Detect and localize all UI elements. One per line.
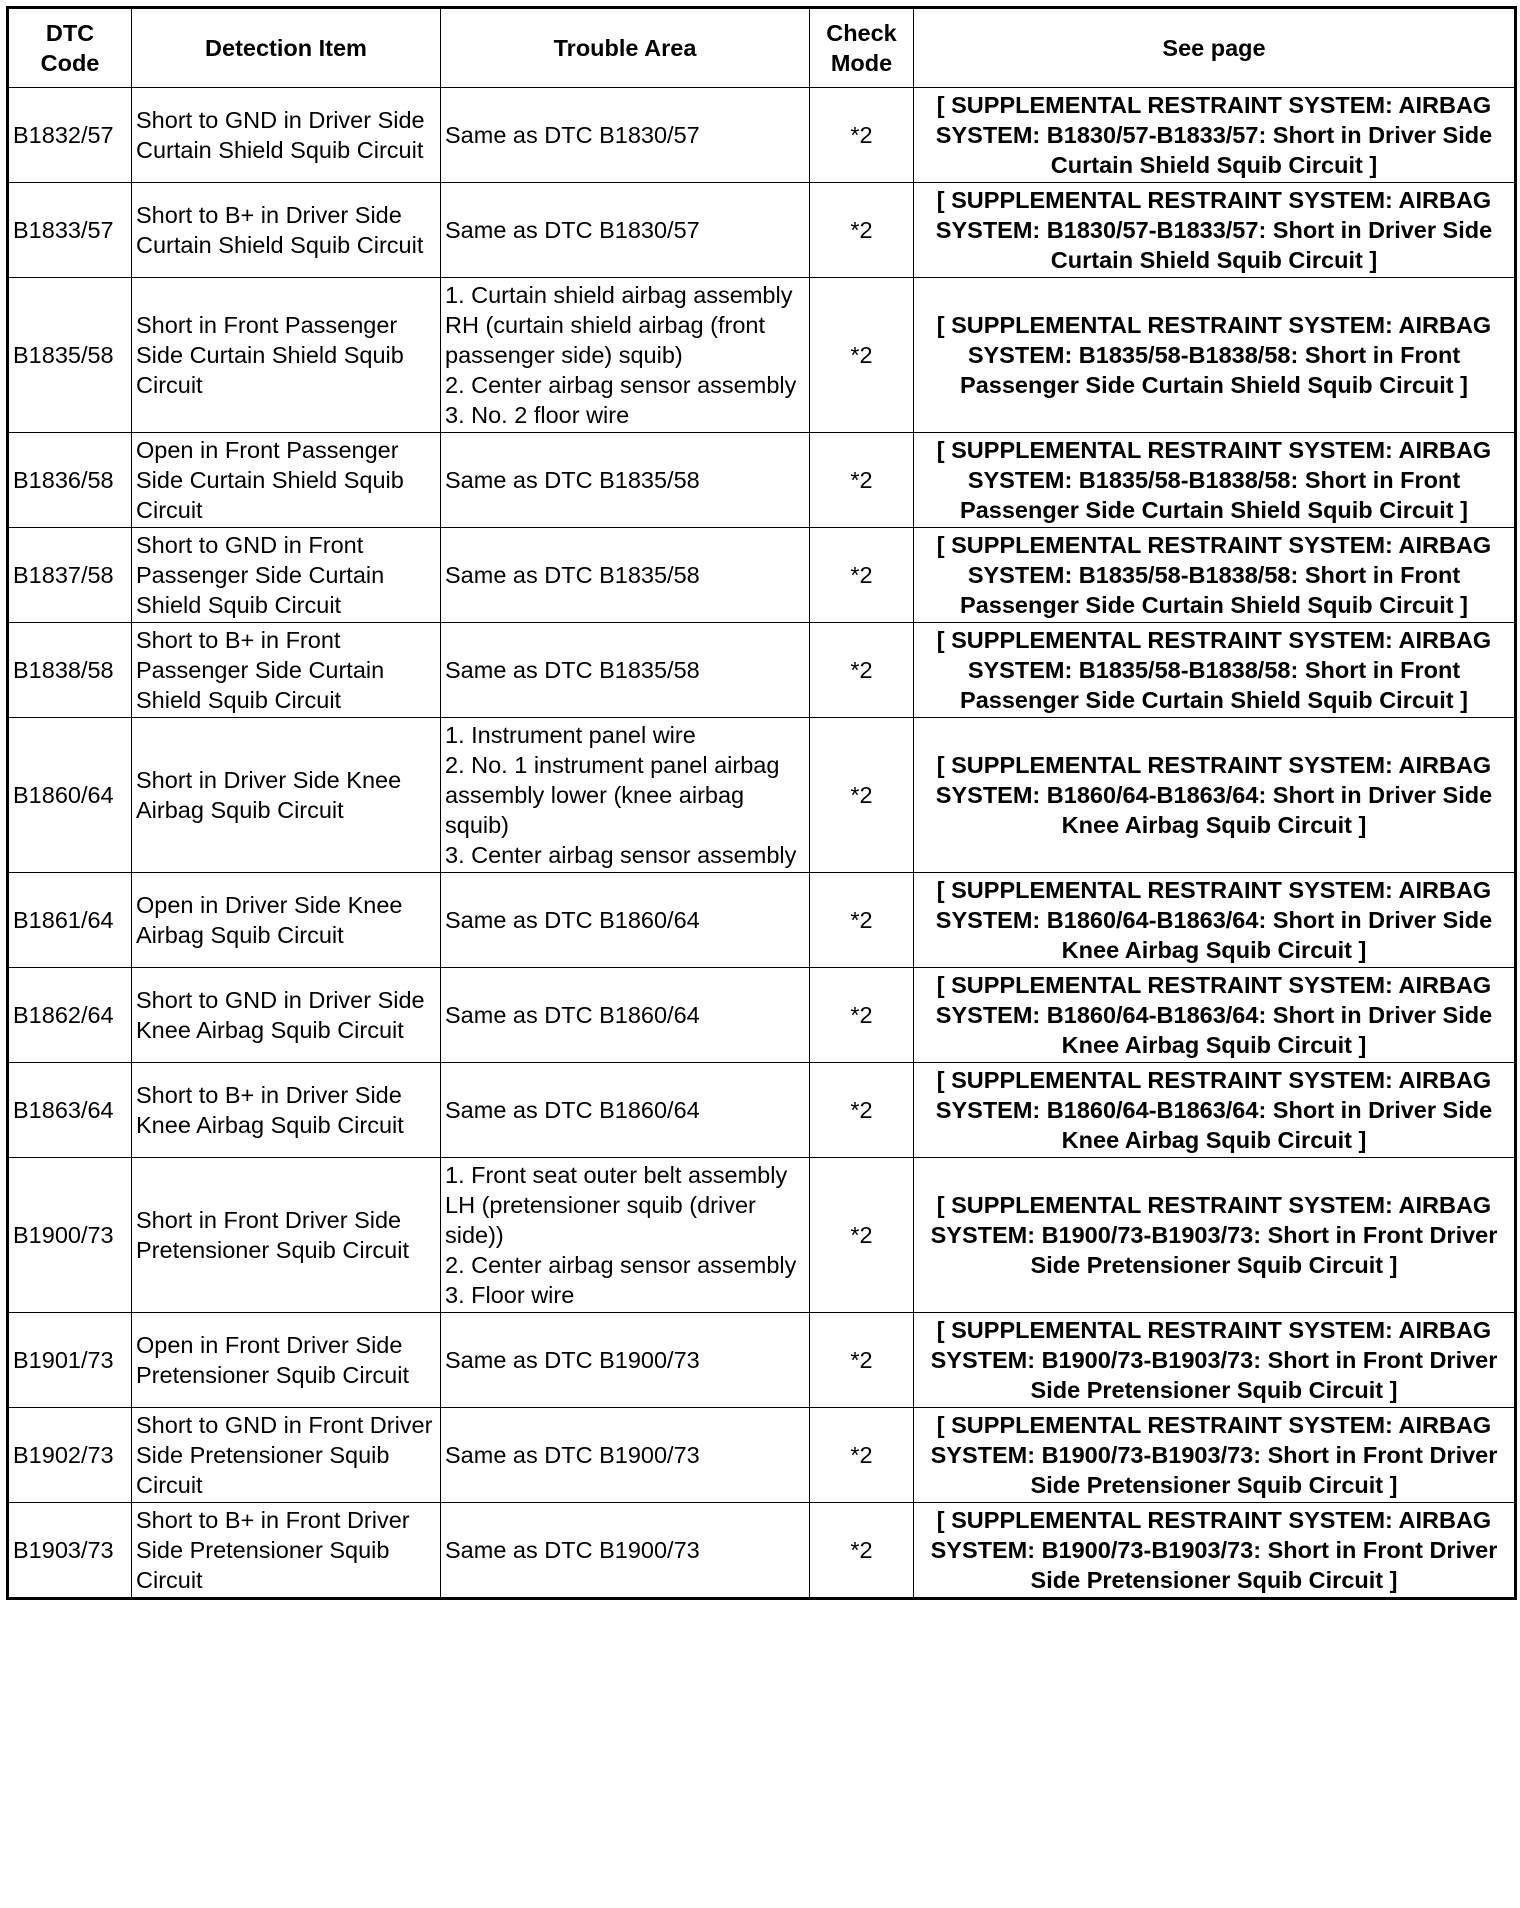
detection-item-cell: Short to GND in Driver Side Knee Airbag Squib Circuit <box>132 968 441 1063</box>
dtc-code-cell: B1832/57 <box>8 88 132 183</box>
dtc-code-cell: B1901/73 <box>8 1313 132 1408</box>
dtc-code-cell: B1862/64 <box>8 968 132 1063</box>
trouble-area-cell: Same as DTC B1900/73 <box>441 1408 810 1503</box>
table-row <box>8 623 1516 718</box>
detection-item-cell: Short to B+ in Front Driver Side Pretensioner Squib Circuit <box>132 1503 441 1599</box>
see-page-link[interactable]: [ SUPPLEMENTAL RESTRAINT SYSTEM: AIRBAG SYSTEM: B1835/58-B1838/58: Short in Front Passenger Side Curtain Shield Squib Circuit ] <box>914 528 1516 623</box>
trouble-area-cell: Same as DTC B1860/64 <box>441 873 810 968</box>
trouble-area-cell: Same as DTC B1900/73 <box>441 1503 810 1599</box>
detection-item-cell: Short in Front Passenger Side Curtain Shield Squib Circuit <box>132 278 441 433</box>
table-row <box>8 1313 1516 1408</box>
dtc-code-cell: B1900/73 <box>8 1158 132 1313</box>
see-page-link[interactable]: [ SUPPLEMENTAL RESTRAINT SYSTEM: AIRBAG SYSTEM: B1900/73-B1903/73: Short in Front Driver Side Pretensioner Squib Circuit ] <box>914 1313 1516 1408</box>
check-mode-cell: *2 <box>810 623 914 718</box>
see-page-link[interactable]: [ SUPPLEMENTAL RESTRAINT SYSTEM: AIRBAG SYSTEM: B1830/57-B1833/57: Short in Driver Side Curtain Shield Squib Circuit ] <box>914 88 1516 183</box>
detection-item-cell: Open in Front Driver Side Pretensioner Squib Circuit <box>132 1313 441 1408</box>
check-mode-cell: *2 <box>810 433 914 528</box>
see-page-link[interactable]: [ SUPPLEMENTAL RESTRAINT SYSTEM: AIRBAG SYSTEM: B1835/58-B1838/58: Short in Front Passenger Side Curtain Shield Squib Circuit ] <box>914 278 1516 433</box>
check-mode-cell: *2 <box>810 968 914 1063</box>
table-row <box>8 1503 1516 1599</box>
see-page-link[interactable]: [ SUPPLEMENTAL RESTRAINT SYSTEM: AIRBAG SYSTEM: B1835/58-B1838/58: Short in Front Passenger Side Curtain Shield Squib Circuit ] <box>914 433 1516 528</box>
check-mode-cell: *2 <box>810 528 914 623</box>
table-row <box>8 433 1516 528</box>
trouble-area-cell: Same as DTC B1900/73 <box>441 1313 810 1408</box>
check-mode-cell: *2 <box>810 88 914 183</box>
trouble-area-cell: 1. Instrument panel wire 2. No. 1 instrument panel airbag assembly lower (knee airbag squib) 3. Center airbag sensor assembly <box>441 718 810 873</box>
detection-item-cell: Short to GND in Front Driver Side Pretensioner Squib Circuit <box>132 1408 441 1503</box>
header-trouble-area: Trouble Area <box>441 8 810 88</box>
table-row <box>8 1063 1516 1158</box>
header-detection-item: Detection Item <box>132 8 441 88</box>
table-row <box>8 873 1516 968</box>
table-row <box>8 183 1516 278</box>
check-mode-cell: *2 <box>810 873 914 968</box>
check-mode-cell: *2 <box>810 718 914 873</box>
check-mode-cell: *2 <box>810 1158 914 1313</box>
header-row <box>8 8 1516 88</box>
header-check-mode: Check Mode <box>810 8 914 88</box>
trouble-area-cell: Same as DTC B1835/58 <box>441 433 810 528</box>
check-mode-cell: *2 <box>810 1408 914 1503</box>
table-row <box>8 1408 1516 1503</box>
see-page-link[interactable]: [ SUPPLEMENTAL RESTRAINT SYSTEM: AIRBAG SYSTEM: B1860/64-B1863/64: Short in Driver Side Knee Airbag Squib Circuit ] <box>914 968 1516 1063</box>
dtc-code-cell: B1903/73 <box>8 1503 132 1599</box>
see-page-link[interactable]: [ SUPPLEMENTAL RESTRAINT SYSTEM: AIRBAG SYSTEM: B1860/64-B1863/64: Short in Driver Side Knee Airbag Squib Circuit ] <box>914 1063 1516 1158</box>
trouble-area-cell: Same as DTC B1835/58 <box>441 623 810 718</box>
detection-item-cell: Open in Front Passenger Side Curtain Shield Squib Circuit <box>132 433 441 528</box>
detection-item-cell: Short to B+ in Driver Side Curtain Shield Squib Circuit <box>132 183 441 278</box>
header-dtc-code: DTC Code <box>8 8 132 88</box>
see-page-link[interactable]: [ SUPPLEMENTAL RESTRAINT SYSTEM: AIRBAG SYSTEM: B1900/73-B1903/73: Short in Front Driver Side Pretensioner Squib Circuit ] <box>914 1158 1516 1313</box>
check-mode-cell: *2 <box>810 183 914 278</box>
table-body <box>8 88 1516 1599</box>
dtc-code-cell: B1836/58 <box>8 433 132 528</box>
see-page-link[interactable]: [ SUPPLEMENTAL RESTRAINT SYSTEM: AIRBAG SYSTEM: B1860/64-B1863/64: Short in Driver Side Knee Airbag Squib Circuit ] <box>914 718 1516 873</box>
detection-item-cell: Short in Front Driver Side Pretensioner Squib Circuit <box>132 1158 441 1313</box>
check-mode-cell: *2 <box>810 1063 914 1158</box>
dtc-code-cell: B1863/64 <box>8 1063 132 1158</box>
dtc-code-cell: B1838/58 <box>8 623 132 718</box>
trouble-area-cell: Same as DTC B1860/64 <box>441 968 810 1063</box>
check-mode-cell: *2 <box>810 1313 914 1408</box>
detection-item-cell: Short in Driver Side Knee Airbag Squib Circuit <box>132 718 441 873</box>
check-mode-cell: *2 <box>810 278 914 433</box>
trouble-area-cell: Same as DTC B1860/64 <box>441 1063 810 1158</box>
dtc-code-cell: B1835/58 <box>8 278 132 433</box>
trouble-area-cell: Same as DTC B1830/57 <box>441 183 810 278</box>
dtc-code-cell: B1861/64 <box>8 873 132 968</box>
trouble-area-cell: Same as DTC B1830/57 <box>441 88 810 183</box>
detection-item-cell: Short to B+ in Front Passenger Side Curtain Shield Squib Circuit <box>132 623 441 718</box>
see-page-link[interactable]: [ SUPPLEMENTAL RESTRAINT SYSTEM: AIRBAG SYSTEM: B1830/57-B1833/57: Short in Driver Side Curtain Shield Squib Circuit ] <box>914 183 1516 278</box>
see-page-link[interactable]: [ SUPPLEMENTAL RESTRAINT SYSTEM: AIRBAG SYSTEM: B1900/73-B1903/73: Short in Front Driver Side Pretensioner Squib Circuit ] <box>914 1408 1516 1503</box>
dtc-code-cell: B1902/73 <box>8 1408 132 1503</box>
table-row <box>8 528 1516 623</box>
dtc-table <box>6 6 1517 1600</box>
dtc-code-cell: B1837/58 <box>8 528 132 623</box>
table-row <box>8 718 1516 873</box>
table-row <box>8 968 1516 1063</box>
see-page-link[interactable]: [ SUPPLEMENTAL RESTRAINT SYSTEM: AIRBAG SYSTEM: B1860/64-B1863/64: Short in Driver Side Knee Airbag Squib Circuit ] <box>914 873 1516 968</box>
trouble-area-cell: Same as DTC B1835/58 <box>441 528 810 623</box>
see-page-link[interactable]: [ SUPPLEMENTAL RESTRAINT SYSTEM: AIRBAG SYSTEM: B1900/73-B1903/73: Short in Front Driver Side Pretensioner Squib Circuit ] <box>914 1503 1516 1599</box>
see-page-link[interactable]: [ SUPPLEMENTAL RESTRAINT SYSTEM: AIRBAG SYSTEM: B1835/58-B1838/58: Short in Front Passenger Side Curtain Shield Squib Circuit ] <box>914 623 1516 718</box>
table-row <box>8 1158 1516 1313</box>
dtc-code-cell: B1860/64 <box>8 718 132 873</box>
check-mode-cell: *2 <box>810 1503 914 1599</box>
detection-item-cell: Short to GND in Driver Side Curtain Shield Squib Circuit <box>132 88 441 183</box>
table-row <box>8 278 1516 433</box>
trouble-area-cell: 1. Curtain shield airbag assembly RH (curtain shield airbag (front passenger side) squib) 2. Center airbag sensor assembly 3. No. 2 floor wire <box>441 278 810 433</box>
dtc-code-cell: B1833/57 <box>8 183 132 278</box>
trouble-area-cell: 1. Front seat outer belt assembly LH (pretensioner squib (driver side)) 2. Center airbag sensor assembly 3. Floor wire <box>441 1158 810 1313</box>
detection-item-cell: Short to B+ in Driver Side Knee Airbag Squib Circuit <box>132 1063 441 1158</box>
header-see-page: See page <box>914 8 1516 88</box>
detection-item-cell: Short to GND in Front Passenger Side Curtain Shield Squib Circuit <box>132 528 441 623</box>
table-row <box>8 88 1516 183</box>
detection-item-cell: Open in Driver Side Knee Airbag Squib Circuit <box>132 873 441 968</box>
table-header <box>8 8 1516 88</box>
